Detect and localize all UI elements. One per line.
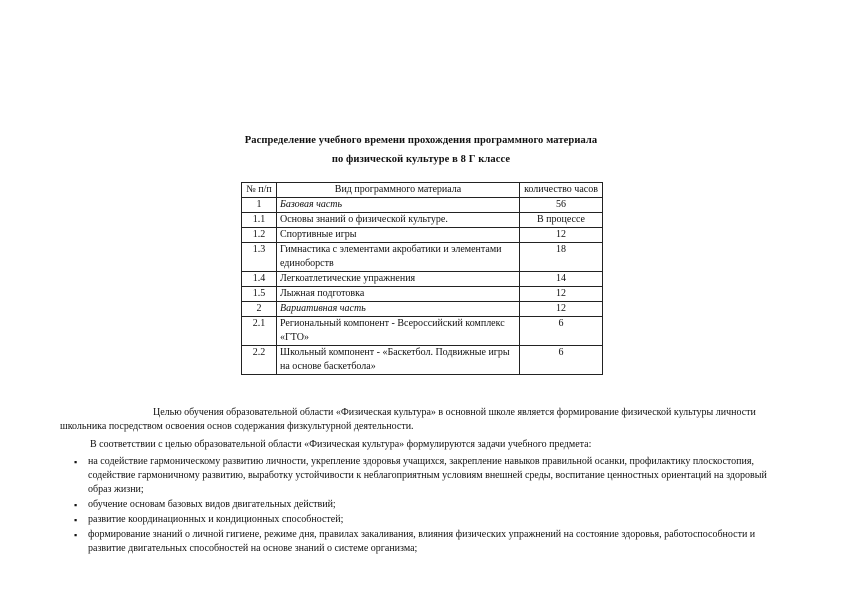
list-item-text: на содействие гармоническому развитию личности, укрепление здоровья учащихся, закрепление навыков правильной осанки, профилактику плоскостопия, содействие гармоничному развитию, выработку устойчивости к неблагоприятным условиям внешней среды, воспитание ценностных ориентаций на здоровый образ жизни;	[88, 456, 767, 495]
table-row	[242, 243, 603, 272]
bullet-icon: ▪	[74, 500, 78, 510]
row-name: Вариативная часть	[277, 302, 520, 317]
list-item-text: формирование знаний о личной гигиене, режиме дня, правилах закаливания, влияния физических упражнений на состояние здоровья, работоспособности и развитие двигательных способностей на основе знаний о системе организма;	[88, 529, 756, 554]
row-hours: 14	[520, 272, 603, 287]
table-row	[242, 346, 603, 375]
table-row	[242, 198, 603, 213]
row-number: 2.1	[242, 317, 277, 346]
tasks-intro-paragraph: В соответствии с целью образовательной области «Физическая культура» формулируются задачи учебного предмета:	[90, 439, 592, 450]
document-title: Распределение учебного времени прохождения программного материала	[244, 135, 598, 146]
row-hours: 56	[520, 198, 603, 213]
document-subtitle: по физической культуре в 8 Г классе	[331, 154, 511, 165]
row-number: 1	[242, 198, 277, 213]
row-hours: 6	[520, 317, 603, 346]
list-item-text: развитие координационных и кондиционных способностей;	[88, 514, 344, 525]
table-row	[242, 317, 603, 346]
row-number: 1.5	[242, 287, 277, 302]
row-number: 2	[242, 302, 277, 317]
header-number: № п/п	[242, 183, 277, 198]
row-hours: 12	[520, 302, 603, 317]
row-number: 1.1	[242, 213, 277, 228]
row-name: Лыжная подготовка	[277, 287, 520, 302]
list-item	[60, 513, 790, 527]
bullet-icon: ▪	[74, 515, 78, 525]
row-hours: 12	[520, 287, 603, 302]
table-row	[242, 287, 603, 302]
table-row	[242, 272, 603, 287]
row-number: 1.2	[242, 228, 277, 243]
bullet-icon: ▪	[74, 530, 78, 540]
bullet-icon: ▪	[74, 457, 78, 467]
row-name: Региональный компонент - Всероссийский комплекс «ГТО»	[277, 317, 520, 346]
curriculum-table	[241, 182, 603, 375]
table-row	[242, 228, 603, 243]
table-row	[242, 302, 603, 317]
table-header-row	[242, 183, 603, 198]
row-number: 1.4	[242, 272, 277, 287]
row-name: Базовая часть	[277, 198, 520, 213]
row-hours: 12	[520, 228, 603, 243]
table-row	[242, 213, 603, 228]
list-item	[60, 528, 790, 556]
row-hours: 6	[520, 346, 603, 375]
row-name: Легкоатлетические упражнения	[277, 272, 520, 287]
row-name: Основы знаний о физической культуре.	[277, 213, 520, 228]
header-material-type: Вид программного материала	[277, 183, 520, 198]
row-number: 1.3	[242, 243, 277, 272]
row-name: Школьный компонент - «Баскетбол. Подвижные игры на основе баскетбола»	[277, 346, 520, 375]
row-name: Гимнастика с элементами акробатики и элементами единоборств	[277, 243, 520, 272]
list-item	[60, 455, 790, 497]
list-item-text: обучение основам базовых видов двигательных действий;	[88, 499, 336, 510]
row-hours: 18	[520, 243, 603, 272]
tasks-list	[60, 455, 790, 557]
header-hours: количество часов	[520, 183, 603, 198]
row-name: Спортивные игры	[277, 228, 520, 243]
row-hours: В процессе	[520, 213, 603, 228]
row-number: 2.2	[242, 346, 277, 375]
list-item	[60, 498, 790, 512]
goal-paragraph: Целью обучения образовательной области «Физическая культура» в основной школе является формирование физической культуры личности школьника посредством освоения основ содержания физкультурной деятельности.	[60, 407, 756, 432]
